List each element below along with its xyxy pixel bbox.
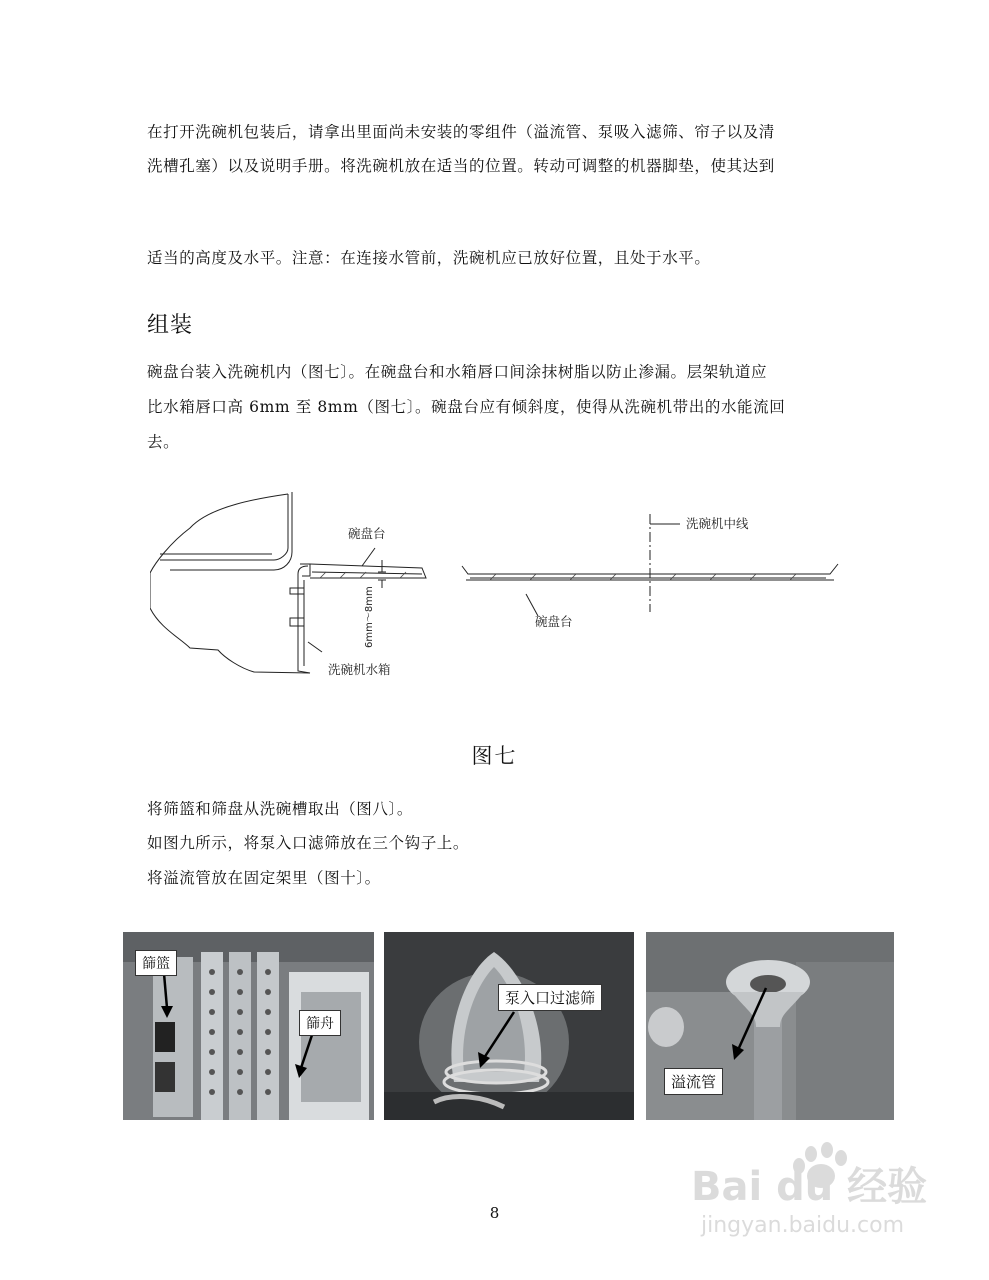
photo-overflow-pipe <box>646 932 894 1120</box>
paragraph-3-line-2: 如图九所示，将泵入口滤筛放在三个钩子上。 <box>147 834 470 852</box>
label-tank: 洗碗机水箱 <box>328 662 391 677</box>
watermark-url: jingyan.baidu.com <box>701 1213 905 1238</box>
label-dimension: 6mm～8mm <box>364 586 375 648</box>
section-heading: 组装 <box>147 313 194 338</box>
watermark-brand: Bai du 经验 <box>691 1164 928 1210</box>
page-number: 8 <box>489 1204 500 1222</box>
label-overflow-pipe: 溢流管 <box>664 1068 723 1095</box>
paragraph-3-line-3: 将溢流管放在固定架里（图十〕。 <box>147 869 381 887</box>
label-pump-filter: 泵入口过滤筛 <box>498 984 602 1011</box>
label-centerline: 洗碗机中线 <box>686 516 749 531</box>
paragraph-1-line-1: 在打开洗碗机包装后，请拿出里面尚未安装的零组件（溢流管、泵吸入滤筛、帘子以及清 <box>147 123 775 141</box>
label-table-left: 碗盘台 <box>348 526 386 541</box>
paragraph-2-line-3: 去。 <box>147 433 180 451</box>
paragraph-1-line-3: 适当的高度及水平。注意：在连接水管前，洗碗机应已放好位置，且处于水平。 <box>147 249 711 267</box>
paragraph-2-line-1: 碗盘台装入洗碗机内（图七〕。在碗盘台和水箱唇口间涂抹树脂以防止渗漏。层架轨道应 <box>147 363 768 381</box>
paragraph-3-line-1: 将筛篮和筛盘从洗碗槽取出（图八〕。 <box>147 800 413 818</box>
figure-caption: 图七 <box>471 744 518 768</box>
label-basket: 篩篮 <box>135 950 177 976</box>
photo-basket-tray <box>123 932 374 1120</box>
photo-pump-filter <box>384 932 634 1120</box>
baidu-watermark <box>689 1140 929 1240</box>
paragraph-2-line-2: 比水箱唇口高 6mm 至 8mm（图七〕。碗盘台应有倾斜度，使得从洗碗机带出的水能流回 <box>147 398 786 416</box>
paragraph-1-line-2: 洗槽孔塞）以及说明手册。将洗碗机放在适当的位置。转动可调整的机器脚垫，使其达到 <box>147 157 775 175</box>
label-table-right: 碗盘台 <box>535 614 573 629</box>
installation-diagram <box>150 488 850 688</box>
label-tray: 篩舟 <box>299 1010 341 1036</box>
